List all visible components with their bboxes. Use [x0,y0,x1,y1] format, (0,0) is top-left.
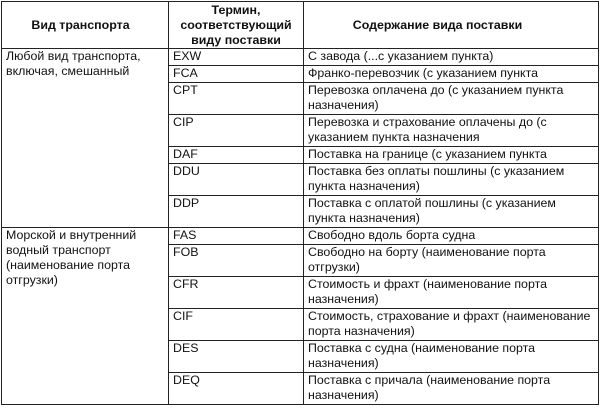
description-cell: Перевозка оплачена до (с указанием пункта назначения) [304,83,599,115]
description-cell: Франко-перевозчик (с указанием пункта [304,66,599,83]
description-cell: Стоимость и фрахт (наименование порта назначения) [304,277,599,309]
term-cell: EXW [169,49,304,66]
table-row [2,228,599,245]
description-cell: Перевозка и страхование оплачены до (с указанием пункта назначения [304,115,599,147]
description-cell: Поставка без оплаты пошлины (с указанием пункта назначения) [304,164,599,196]
transport-type-cell: Любой вид транспорта, включая, смешанный [2,49,169,228]
term-cell: DES [169,341,304,373]
description-cell: Стоимость, страхование и фрахт (наименование порта назначения) [304,309,599,341]
term-cell: FCA [169,66,304,83]
term-cell: DDU [169,164,304,196]
term-cell: CIF [169,309,304,341]
header-transport-type: Вид транспорта [2,2,169,49]
header-row [2,2,599,49]
description-cell: Поставка с судна (наименование порта назначения) [304,341,599,373]
term-cell: CFR [169,277,304,309]
description-cell: Поставка на границе (с указанием пункта [304,147,599,164]
table-header [2,2,599,49]
description-cell: Свободно на борту (наименование порта отгрузки) [304,245,599,277]
header-delivery-content: Содержание вида поставки [304,2,599,49]
transport-type-cell: Морской и внутренний водный транспорт (наименование порта отгрузки) [2,228,169,405]
table-row [2,49,599,66]
header-term: Термин, соответствующий виду поставки [169,2,304,49]
incoterms-table [1,1,599,405]
term-cell: CPT [169,83,304,115]
term-cell: DAF [169,147,304,164]
description-cell: С завода (...с указанием пункта) [304,49,599,66]
description-cell: Поставка с оплатой пошлины (с указанием пункта назначения) [304,196,599,228]
description-cell: Поставка с причала (наименование порта назначения) [304,373,599,405]
term-cell: DEQ [169,373,304,405]
term-cell: FOB [169,245,304,277]
term-cell: FAS [169,228,304,245]
table-body [2,49,599,405]
term-cell: DDP [169,196,304,228]
description-cell: Свободно вдоль борта судна [304,228,599,245]
term-cell: CIP [169,115,304,147]
